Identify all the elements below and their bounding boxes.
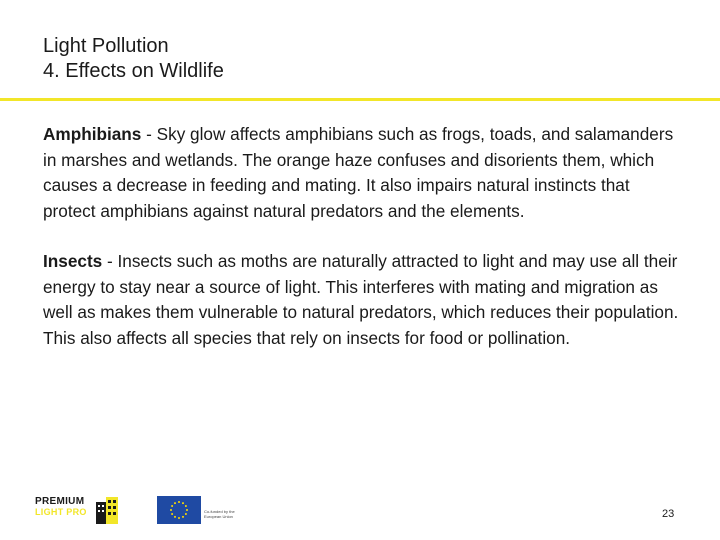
logo-text-premium: PREMIUM xyxy=(35,496,85,507)
title-line-1: Light Pollution xyxy=(43,35,169,57)
title-divider xyxy=(0,98,720,101)
logo-text-light: LIGHT PRO xyxy=(35,507,87,517)
building-icon xyxy=(92,494,124,524)
page-number: 23 xyxy=(662,508,675,520)
paragraph-lead: Insects xyxy=(43,251,103,271)
slide-title xyxy=(43,34,224,84)
eu-flag-icon xyxy=(157,496,201,524)
paragraph-insects xyxy=(43,249,683,351)
premium-light-logo xyxy=(32,492,126,526)
title-line-2: 4. Effects on Wildlife xyxy=(43,60,224,82)
eu-funding-logo xyxy=(157,496,235,524)
paragraph-text: - Insects such as moths are naturally attracted to light and may use all their energy to stay near a source of light. This interferes with mating and migration as well as makes them vulnerable to natural predators, which reduces their population. This also affects all species that rely on insects for food or pollination. xyxy=(43,251,679,348)
paragraph-lead: Amphibians xyxy=(43,124,142,144)
paragraph-text: - Sky glow affects amphibians such as frogs, toads, and salamanders in marshes and wetlands. The orange haze confuses and disorients them, which causes a decrease in feeding and mating. It also impairs natural instincts that protect amphibians against natural predators and the elements. xyxy=(43,124,674,221)
eu-caption: Co-funded by the European Union xyxy=(204,509,235,519)
slide-body xyxy=(43,122,683,376)
paragraph-amphibians xyxy=(43,122,683,224)
